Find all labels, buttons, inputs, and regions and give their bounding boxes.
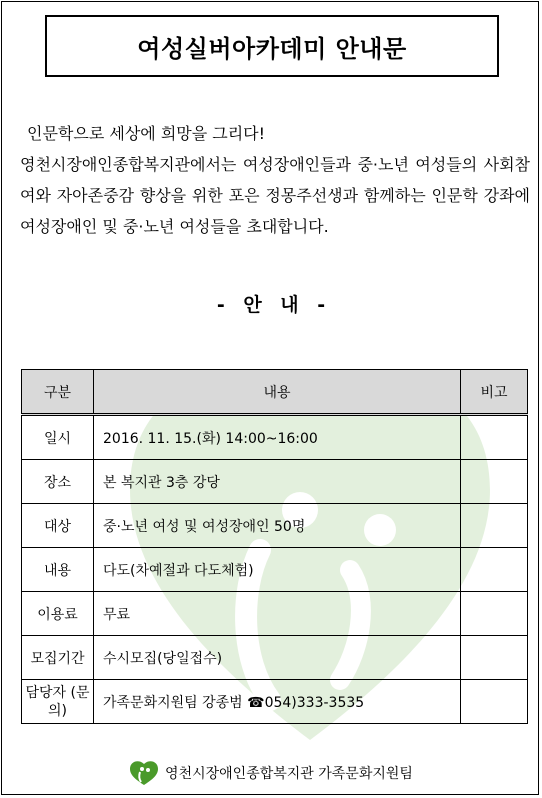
row-label: 일시 [22, 415, 94, 460]
notice-heading: - 안 내 - [216, 294, 326, 316]
row-value: 다도(차예절과 다도체험) [94, 548, 461, 592]
table-row [22, 636, 528, 680]
row-note [461, 548, 528, 592]
header-category: 구분 [22, 370, 94, 415]
row-value: 가족문화지원팀 강종범 ☎054)333-3535 [94, 680, 461, 724]
header-note: 비고 [461, 370, 528, 415]
intro-body: 영천시장애인종합복지관에서는 여성장애인들과 중·노년 여성들의 사회참여와 자아존중감 향상을 위한 포은 정몽주선생과 함께하는 인문학 강좌에 여성장애인 및 중·노년 여성들을 초대합니다. [20, 155, 530, 236]
row-label: 모집기간 [22, 636, 94, 680]
footer [0, 760, 542, 786]
welfare-center-logo-icon [129, 760, 159, 786]
row-value: 무료 [94, 592, 461, 636]
table-row [22, 592, 528, 636]
intro-lead: 인문학으로 세상에 희망을 그리다! [27, 124, 266, 143]
header-content: 내용 [94, 370, 461, 415]
row-note [461, 680, 528, 724]
row-note [461, 460, 528, 504]
table-row [22, 680, 528, 724]
row-value: 중·노년 여성 및 여성장애인 50명 [94, 504, 461, 548]
row-value: 2016. 11. 15.(화) 14:00~16:00 [94, 415, 461, 460]
row-label: 담당자 (문의) [22, 680, 94, 724]
intro-section [20, 118, 530, 242]
row-label: 장소 [22, 460, 94, 504]
row-value: 본 복지관 3층 강당 [94, 460, 461, 504]
table-row [22, 415, 528, 460]
table-row [22, 548, 528, 592]
row-note [461, 636, 528, 680]
row-note [461, 415, 528, 460]
info-table [21, 369, 528, 724]
table-row [22, 504, 528, 548]
table-row [22, 460, 528, 504]
footer-org-name: 영천시장애인종합복지관 가족문화지원팀 [165, 766, 413, 782]
row-note [461, 504, 528, 548]
row-label: 내용 [22, 548, 94, 592]
row-label: 대상 [22, 504, 94, 548]
page-title: 여성실버아카데미 안내문 [45, 15, 499, 77]
table-header-row [22, 370, 528, 415]
row-value: 수시모집(당일접수) [94, 636, 461, 680]
row-label: 이용료 [22, 592, 94, 636]
row-note [461, 592, 528, 636]
